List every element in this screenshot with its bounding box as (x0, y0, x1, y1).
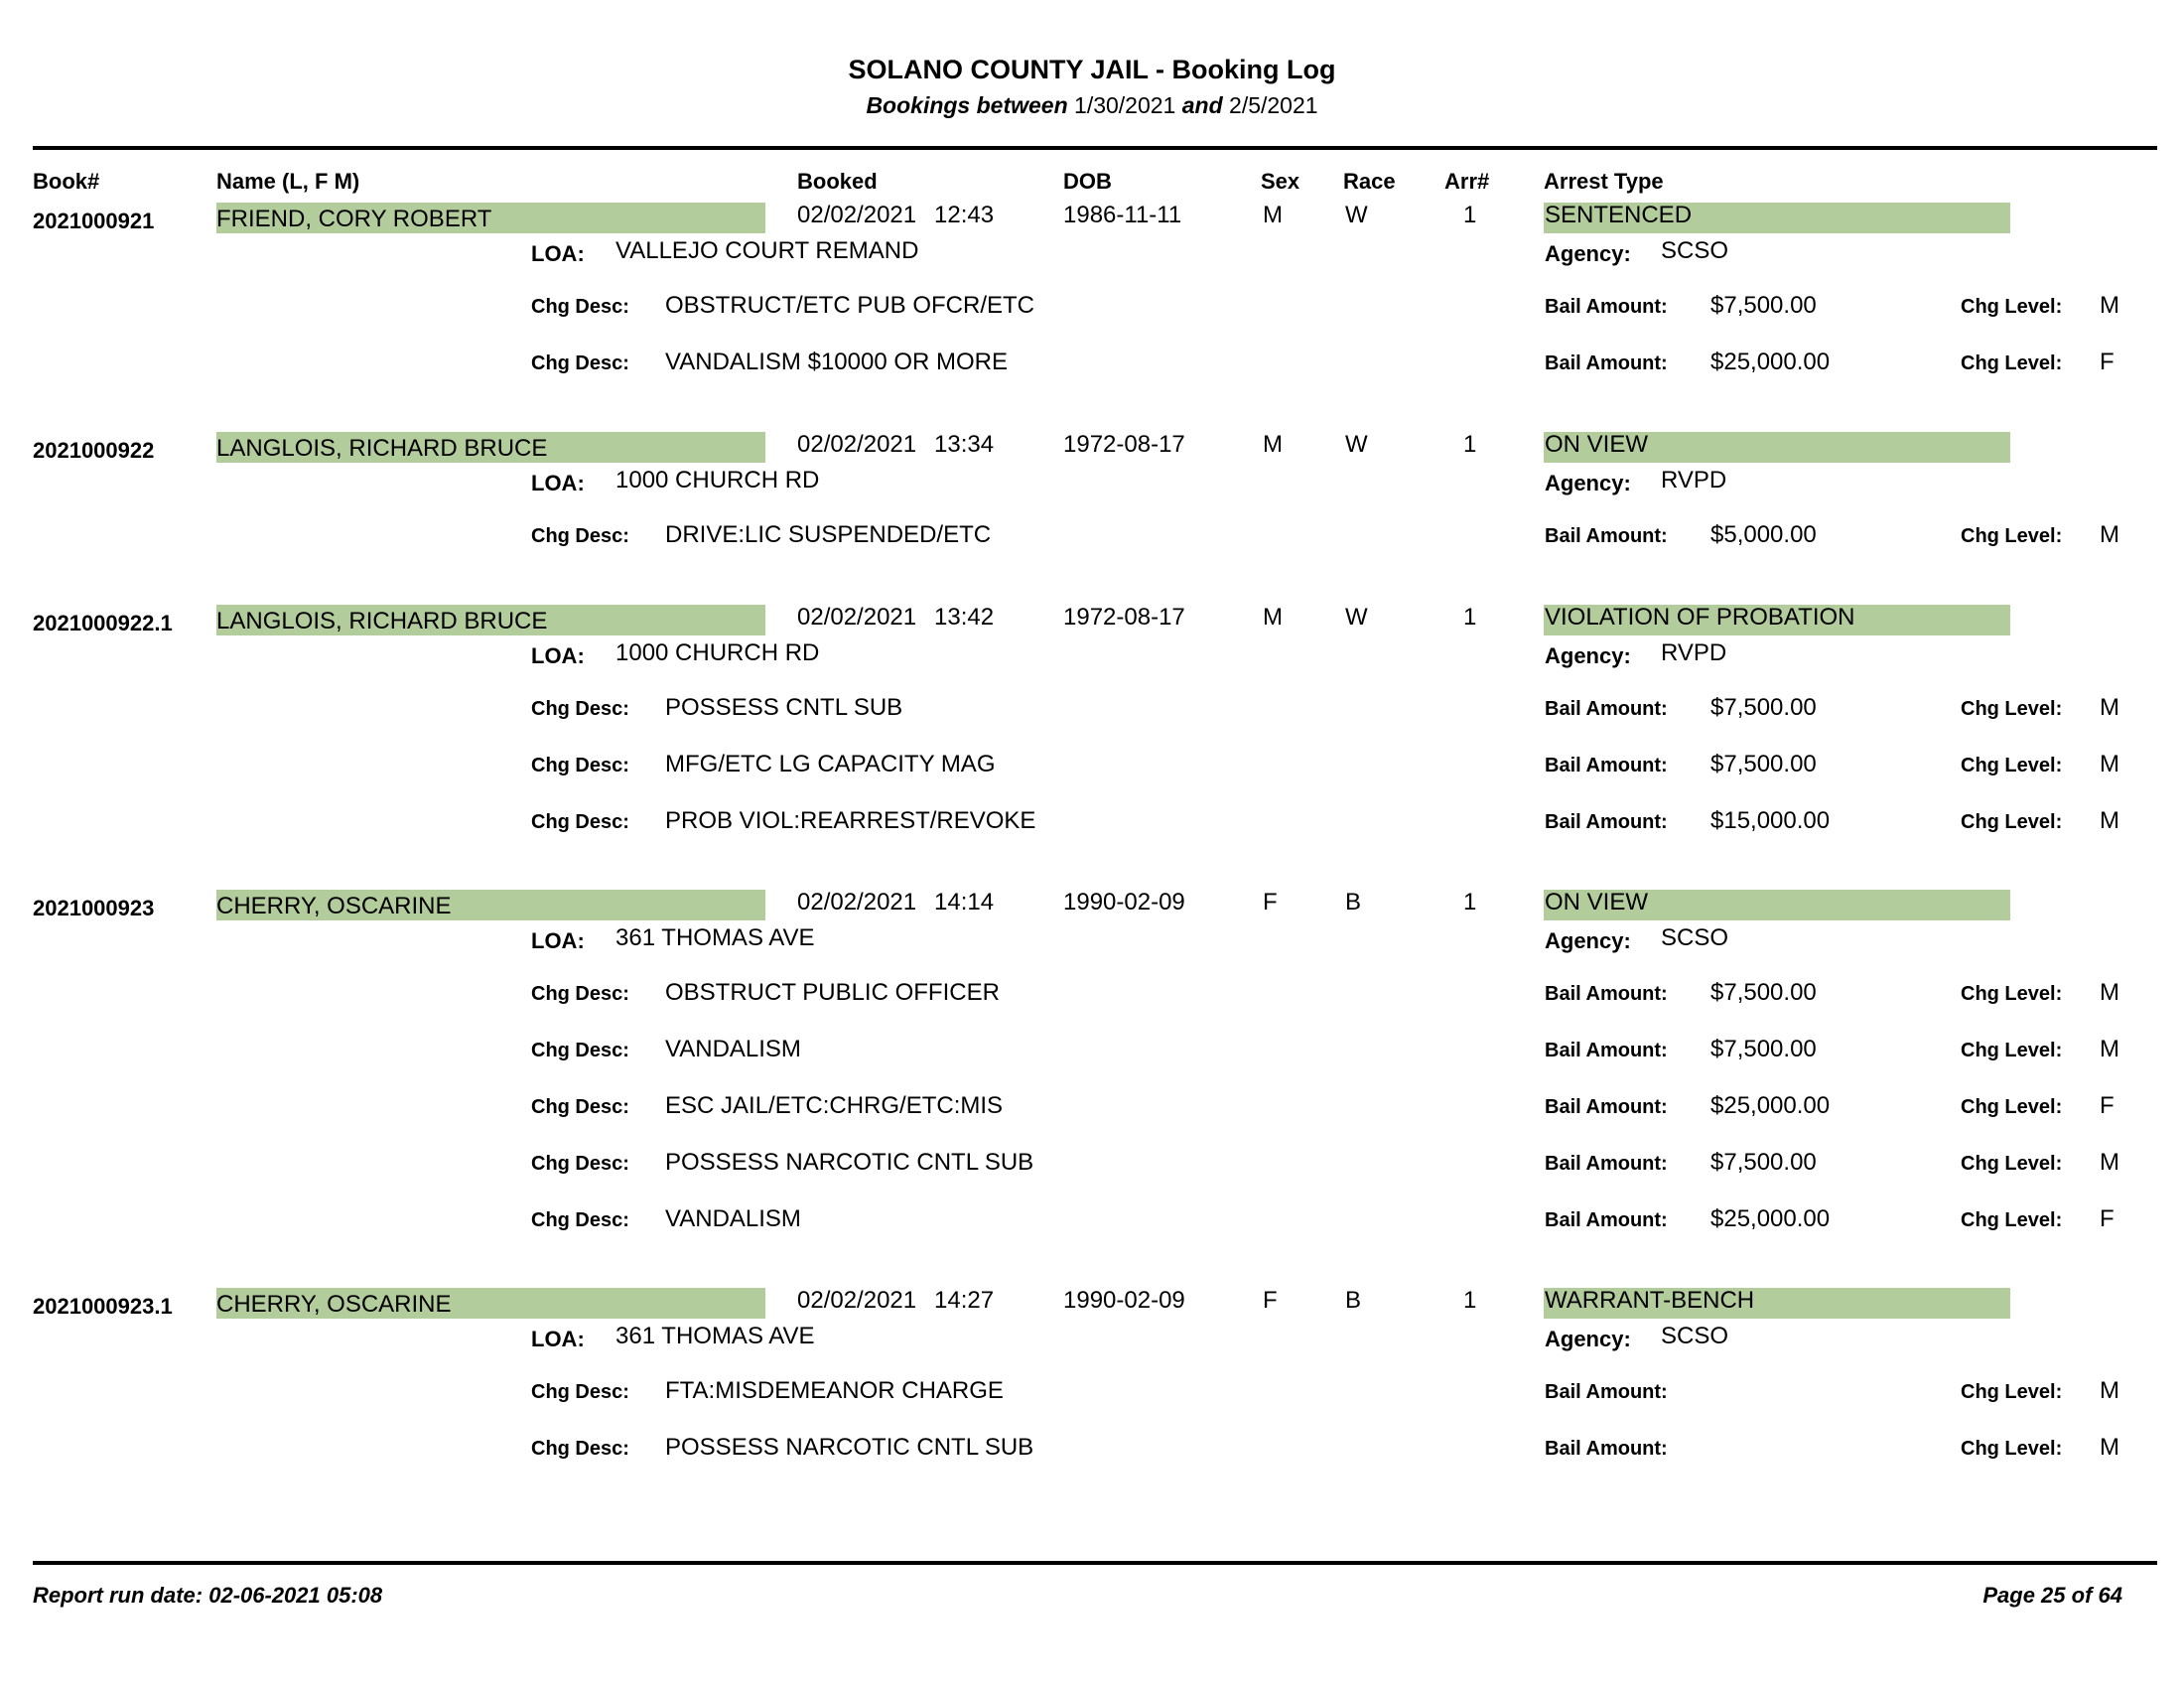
book-number: 2021000921 (33, 209, 155, 233)
chg-desc-value: ESC JAIL/ETC:CHRG/ETC:MIS (665, 1092, 1004, 1119)
sex: M (1263, 431, 1283, 458)
arrest-type: VIOLATION OF PROBATION (1545, 604, 1855, 631)
agency-value: SCSO (1661, 1323, 1729, 1349)
sex: M (1263, 604, 1283, 631)
booked-time: 12:43 (934, 202, 995, 228)
dob: 1990-02-09 (1063, 1287, 1185, 1314)
chg-level-label: Chg Level: (1961, 1153, 2063, 1175)
loa-label: LOA: (531, 471, 585, 495)
bail-amount-label: Bail Amount: (1545, 1096, 1668, 1118)
agency-label: Agency: (1545, 1327, 1631, 1351)
col-header-arrest-type: Arrest Type (1544, 169, 1664, 194)
arrest-count: 1 (1463, 431, 1477, 458)
bail-amount-label: Bail Amount: (1545, 1040, 1668, 1061)
bail-amount-label: Bail Amount: (1545, 1381, 1668, 1403)
dob: 1972-08-17 (1063, 604, 1185, 631)
person-name: CHERRY, OSCARINE (216, 1291, 452, 1318)
agency-value: SCSO (1661, 924, 1729, 951)
race: B (1345, 889, 1362, 915)
chg-level-label: Chg Level: (1961, 983, 2063, 1005)
bail-amount-label: Bail Amount: (1545, 698, 1668, 720)
bail-amount-label: Bail Amount: (1545, 296, 1668, 318)
chg-desc-label: Chg Desc: (531, 1209, 629, 1231)
col-header-book: Book# (33, 169, 100, 194)
dob: 1986-11-11 (1063, 202, 1182, 228)
start-date: 1/30/2021 (1074, 92, 1176, 118)
book-number: 2021000922.1 (33, 611, 173, 635)
bail-amount-value: $15,000.00 (1710, 807, 1831, 834)
chg-desc-label: Chg Desc: (531, 525, 629, 547)
bail-amount-value: $25,000.00 (1710, 349, 1831, 375)
sex: F (1263, 889, 1278, 915)
report-title: SOLANO COUNTY JAIL - Booking Log (848, 55, 1336, 84)
dob: 1972-08-17 (1063, 431, 1185, 458)
arrest-type: WARRANT-BENCH (1545, 1287, 1755, 1314)
bail-amount-value: $5,000.00 (1710, 521, 1817, 548)
booked-time: 14:14 (934, 889, 995, 915)
race: W (1345, 202, 1368, 228)
race: W (1345, 431, 1368, 458)
booked-date: 02/02/2021 (797, 604, 917, 631)
chg-level-value: M (2100, 1434, 2119, 1461)
loa-value: 1000 CHURCH RD (615, 639, 820, 666)
bail-amount-value: $7,500.00 (1710, 979, 1817, 1006)
chg-desc-label: Chg Desc: (531, 983, 629, 1005)
agency-value: SCSO (1661, 237, 1729, 264)
sex: F (1263, 1287, 1278, 1314)
loa-value: VALLEJO COURT REMAND (615, 237, 919, 264)
bail-amount-value: $7,500.00 (1710, 1036, 1817, 1062)
booked-date: 02/02/2021 (797, 202, 917, 228)
chg-level-label: Chg Level: (1961, 1209, 2063, 1231)
agency-label: Agency: (1545, 471, 1631, 495)
loa-value: 361 THOMAS AVE (615, 1323, 815, 1349)
report-subtitle (0, 92, 2184, 119)
chg-level-label: Chg Level: (1961, 1381, 2063, 1403)
col-header-name: Name (L, F M) (216, 169, 360, 194)
arrest-count: 1 (1463, 202, 1477, 228)
person-name: CHERRY, OSCARINE (216, 893, 452, 919)
chg-level-label: Chg Level: (1961, 525, 2063, 547)
arrest-count: 1 (1463, 889, 1477, 915)
page-number: Page 25 of 64 (1982, 1583, 2122, 1608)
report-run-date: Report run date: 02-06-2021 05:08 (33, 1583, 383, 1608)
chg-desc-label: Chg Desc: (531, 811, 629, 833)
chg-level-label: Chg Level: (1961, 811, 2063, 833)
bail-amount-label: Bail Amount: (1545, 1438, 1668, 1460)
col-header-booked: Booked (797, 169, 878, 194)
chg-desc-label: Chg Desc: (531, 1096, 629, 1118)
chg-level-label: Chg Level: (1961, 1438, 2063, 1460)
race: B (1345, 1287, 1362, 1314)
chg-level-label: Chg Level: (1961, 296, 2063, 318)
loa-label: LOA: (531, 643, 585, 668)
chg-desc-value: OBSTRUCT PUBLIC OFFICER (665, 979, 1000, 1006)
book-number: 2021000923 (33, 896, 155, 920)
dob: 1990-02-09 (1063, 889, 1185, 915)
chg-desc-value: DRIVE:LIC SUSPENDED/ETC (665, 521, 992, 548)
chg-desc-label: Chg Desc: (531, 1438, 629, 1460)
chg-desc-label: Chg Desc: (531, 698, 629, 720)
chg-desc-label: Chg Desc: (531, 755, 629, 776)
subtitle-prefix: Bookings between (866, 92, 1068, 118)
chg-desc-value: VANDALISM (665, 1205, 801, 1232)
chg-level-value: M (2100, 694, 2119, 721)
subtitle-and: and (1181, 92, 1223, 118)
booked-time: 13:34 (934, 431, 995, 458)
book-number: 2021000923.1 (33, 1294, 173, 1319)
bail-amount-label: Bail Amount: (1545, 811, 1668, 833)
bail-amount-label: Bail Amount: (1545, 983, 1668, 1005)
chg-level-value: M (2100, 292, 2119, 319)
end-date: 2/5/2021 (1229, 92, 1318, 118)
chg-desc-label: Chg Desc: (531, 296, 629, 318)
bail-amount-value: $7,500.00 (1710, 292, 1817, 319)
bail-amount-label: Bail Amount: (1545, 1209, 1668, 1231)
bail-amount-label: Bail Amount: (1545, 352, 1668, 374)
race: W (1345, 604, 1368, 631)
agency-label: Agency: (1545, 241, 1631, 266)
chg-level-value: M (2100, 521, 2119, 548)
chg-desc-label: Chg Desc: (531, 352, 629, 374)
chg-level-value: F (2100, 349, 2115, 375)
chg-level-value: M (2100, 751, 2119, 777)
chg-level-label: Chg Level: (1961, 1040, 2063, 1061)
booked-date: 02/02/2021 (797, 1287, 917, 1314)
chg-desc-value: VANDALISM $10000 OR MORE (665, 349, 1009, 375)
chg-desc-label: Chg Desc: (531, 1381, 629, 1403)
bail-amount-value: $7,500.00 (1710, 751, 1817, 777)
footer-rule (33, 1561, 2157, 1565)
booked-time: 13:42 (934, 604, 995, 631)
chg-level-value: M (2100, 1036, 2119, 1062)
chg-desc-value: MFG/ETC LG CAPACITY MAG (665, 751, 996, 777)
chg-level-value: F (2100, 1092, 2115, 1119)
agency-label: Agency: (1545, 928, 1631, 953)
chg-level-value: M (2100, 1377, 2119, 1404)
header-rule (33, 146, 2157, 150)
bail-amount-value: $7,500.00 (1710, 694, 1817, 721)
col-header-sex: Sex (1261, 169, 1300, 194)
chg-level-label: Chg Level: (1961, 1096, 2063, 1118)
agency-label: Agency: (1545, 643, 1631, 668)
chg-desc-value: VANDALISM (665, 1036, 801, 1062)
arrest-count: 1 (1463, 1287, 1477, 1314)
person-name: LANGLOIS, RICHARD BRUCE (216, 435, 548, 462)
chg-desc-label: Chg Desc: (531, 1040, 629, 1061)
chg-desc-value: OBSTRUCT/ETC PUB OFCR/ETC (665, 292, 1035, 319)
sex: M (1263, 202, 1283, 228)
chg-level-value: F (2100, 1205, 2115, 1232)
arrest-count: 1 (1463, 604, 1477, 631)
chg-desc-value: POSSESS NARCOTIC CNTL SUB (665, 1434, 1034, 1461)
chg-level-label: Chg Level: (1961, 698, 2063, 720)
booked-date: 02/02/2021 (797, 431, 917, 458)
booked-time: 14:27 (934, 1287, 995, 1314)
chg-desc-value: FTA:MISDEMEANOR CHARGE (665, 1377, 1004, 1404)
chg-level-label: Chg Level: (1961, 352, 2063, 374)
person-name: FRIEND, CORY ROBERT (216, 206, 492, 232)
col-header-arr: Arr# (1444, 169, 1490, 194)
chg-desc-value: PROB VIOL:REARREST/REVOKE (665, 807, 1036, 834)
bail-amount-value: $25,000.00 (1710, 1205, 1831, 1232)
bail-amount-label: Bail Amount: (1545, 1153, 1668, 1175)
arrest-type: ON VIEW (1545, 431, 1649, 458)
chg-desc-label: Chg Desc: (531, 1153, 629, 1175)
chg-level-label: Chg Level: (1961, 755, 2063, 776)
book-number: 2021000922 (33, 438, 155, 463)
bail-amount-value: $25,000.00 (1710, 1092, 1831, 1119)
person-name: LANGLOIS, RICHARD BRUCE (216, 608, 548, 634)
bail-amount-value: $7,500.00 (1710, 1149, 1817, 1176)
loa-label: LOA: (531, 241, 585, 266)
arrest-type: ON VIEW (1545, 889, 1649, 915)
chg-level-value: M (2100, 807, 2119, 834)
booked-date: 02/02/2021 (797, 889, 917, 915)
chg-desc-value: POSSESS NARCOTIC CNTL SUB (665, 1149, 1034, 1176)
chg-level-value: M (2100, 1149, 2119, 1176)
loa-value: 361 THOMAS AVE (615, 924, 815, 951)
chg-desc-value: POSSESS CNTL SUB (665, 694, 903, 721)
bail-amount-label: Bail Amount: (1545, 755, 1668, 776)
col-header-dob: DOB (1063, 169, 1112, 194)
agency-value: RVPD (1661, 467, 1727, 493)
loa-label: LOA: (531, 928, 585, 953)
loa-value: 1000 CHURCH RD (615, 467, 820, 493)
bail-amount-label: Bail Amount: (1545, 525, 1668, 547)
agency-value: RVPD (1661, 639, 1727, 666)
arrest-type: SENTENCED (1545, 202, 1693, 228)
loa-label: LOA: (531, 1327, 585, 1351)
col-header-race: Race (1343, 169, 1396, 194)
chg-level-value: M (2100, 979, 2119, 1006)
